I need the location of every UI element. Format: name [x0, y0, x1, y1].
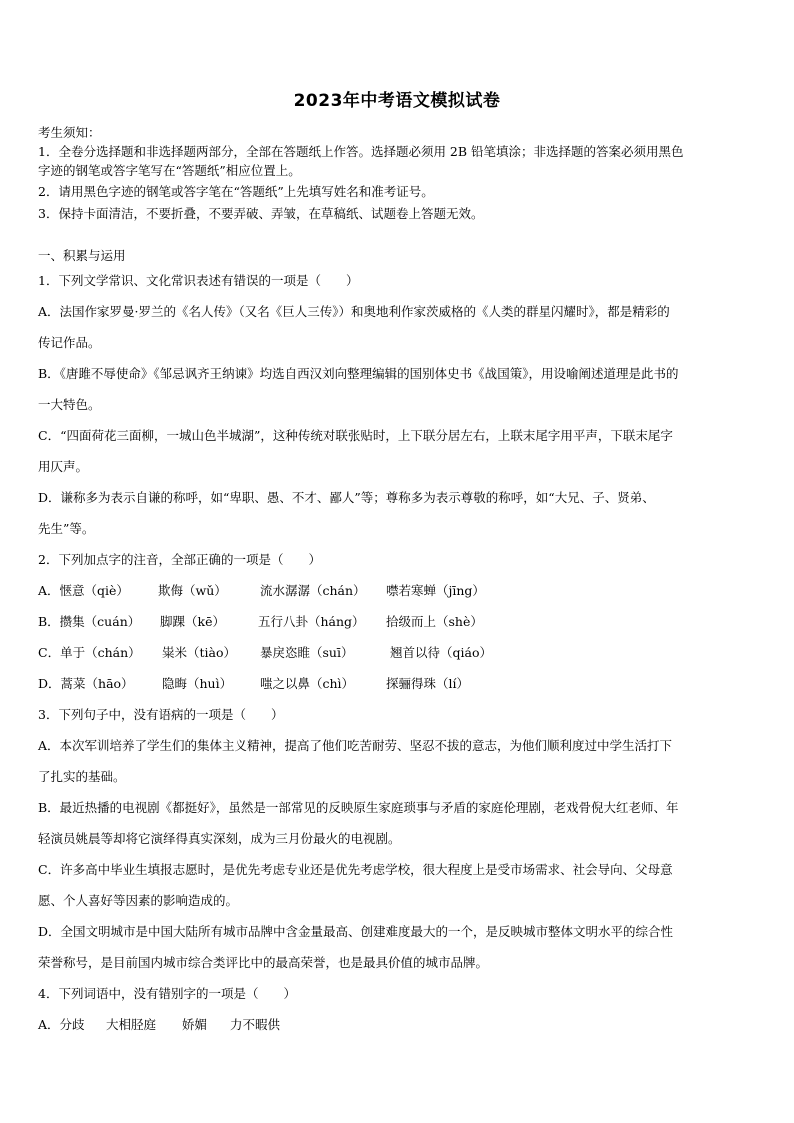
option-term: B．攒集（cuán）: [38, 614, 141, 629]
option-term: A．分歧: [38, 1017, 85, 1032]
question-1-option-d-cont: 先生”等。: [38, 521, 95, 536]
question-3-option-a: A．本次军训培养了学生们的集体主义精神，提高了他们吃苦耐劳、坚忍不拔的意志，为他们顺利度过中学生活打下: [38, 738, 673, 753]
question-1-option-c-cont: 用仄声。: [38, 459, 89, 474]
question-3-option-b: B．最近热播的电视剧《都挺好》，虽然是一部常见的反映原生家庭琐事与矛盾的家庭伦理剧，老戏骨倪大红老师、年: [38, 800, 679, 815]
option-term: 噤若寒蝉（jīng）: [386, 583, 485, 598]
question-3-stem: 3．下列句子中，没有语病的一项是（ ）: [38, 707, 284, 722]
question-3-option-c: C．许多高中毕业生填报志愿时，是优先考虑专业还是优先考虑学校，很大程度上是受市场需求、社会导向、父母意: [38, 862, 673, 877]
question-3-option-d: D．全国文明城市是中国大陆所有城市品牌中含金量最高、创建难度最大的一个，是反映城市整体文明水平的综合性: [38, 924, 674, 939]
option-term: 翘首以待（qiáo）: [390, 645, 492, 660]
option-term: 流水潺潺（chán）: [260, 583, 366, 598]
notice-item-1-cont: 字迹的钢笔或答字笔写在“答题纸”相应位置上。: [38, 163, 301, 178]
page-title: 2023年中考语文模拟试卷: [293, 91, 501, 111]
option-term: 力不暇供: [230, 1017, 281, 1032]
option-term: 大相胫庭: [106, 1017, 157, 1032]
question-2-stem: 2．下列加点字的注音，全部正确的一项是（ ）: [38, 552, 321, 567]
section-heading: 一、积累与运用: [38, 248, 126, 263]
notice-item-1: 1．全卷分选择题和非选择题两部分，全部在答题纸上作答。选择题必须用 2B 铅笔填涂；非选择题的答案必须用黑色: [38, 144, 684, 159]
option-term: 粜米（tiào）: [162, 645, 236, 660]
option-term: 隐晦（huì）: [162, 676, 233, 691]
option-term: 脚踝（kē）: [160, 614, 225, 629]
question-1-option-c: C．“四面荷花三面柳，一城山色半城湖”，这种传统对联张贴时，上下联分居左右，上联末尾字用平声，下联末尾字: [38, 428, 673, 443]
option-term: 暴戾恣睢（suī）: [260, 645, 354, 660]
question-4-stem: 4．下列词语中，没有错别字的一项是（ ）: [38, 986, 296, 1001]
notice-item-2: 2．请用黑色字迹的钢笔或答字笔在“答题纸”上先填写姓名和准考证号。: [38, 184, 434, 199]
option-term: 欺侮（wǔ）: [158, 583, 227, 598]
question-3-option-c-cont: 愿、个人喜好等因素的影响造成的。: [38, 893, 239, 908]
question-3-option-d-cont: 荣誉称号，是目前国内城市综合类评比中的最高荣誉，也是最具价值的城市品牌。: [38, 955, 489, 970]
question-1-option-b-cont: 一大特色。: [38, 397, 101, 412]
option-term: C．单于（chán）: [38, 645, 141, 660]
option-term: 拾级而上（shè）: [386, 614, 483, 629]
question-3-option-a-cont: 了扎实的基础。: [38, 769, 126, 784]
option-term: 嗤之以鼻（chì）: [260, 676, 355, 691]
question-1-stem: 1．下列文学常识、文化常识表述有错误的一项是（ ）: [38, 273, 359, 288]
option-term: 五行八卦（háng）: [258, 614, 365, 629]
notice-heading: 考生须知：: [38, 125, 101, 140]
option-term: A．惬意（qiè）: [38, 583, 129, 598]
question-1-option-a: A．法国作家罗曼·罗兰的《名人传》（又名《巨人三传》）和奥地利作家茨威格的《人类的群星闪耀时》，都是精彩的: [38, 304, 670, 319]
question-1-option-d: D．谦称多为表示自谦的称呼，如“卑职、愚、不才、鄙人”等；尊称多为表示尊敬的称呼，如“大兄、子、贤弟、: [38, 490, 655, 505]
question-1-option-b: B．《唐雎不辱使命》《邹忌讽齐王纳谏》均选自西汉刘向整理编辑的国别体史书《战国策》，用设喻阐述道理是此书的: [38, 366, 679, 381]
option-term: D．蒿菜（hāo）: [38, 676, 134, 691]
option-term: 探骊得珠（lí）: [386, 676, 469, 691]
notice-item-3: 3．保持卡面清洁，不要折叠，不要弄破、弄皱，在草稿纸、试题卷上答题无效。: [38, 206, 484, 221]
question-3-option-b-cont: 轻演员姚晨等却将它演绎得真实深刻，成为三月份最火的电视剧。: [38, 831, 401, 846]
option-term: 娇媚: [182, 1017, 208, 1032]
question-1-option-a-cont: 传记作品。: [38, 335, 101, 350]
